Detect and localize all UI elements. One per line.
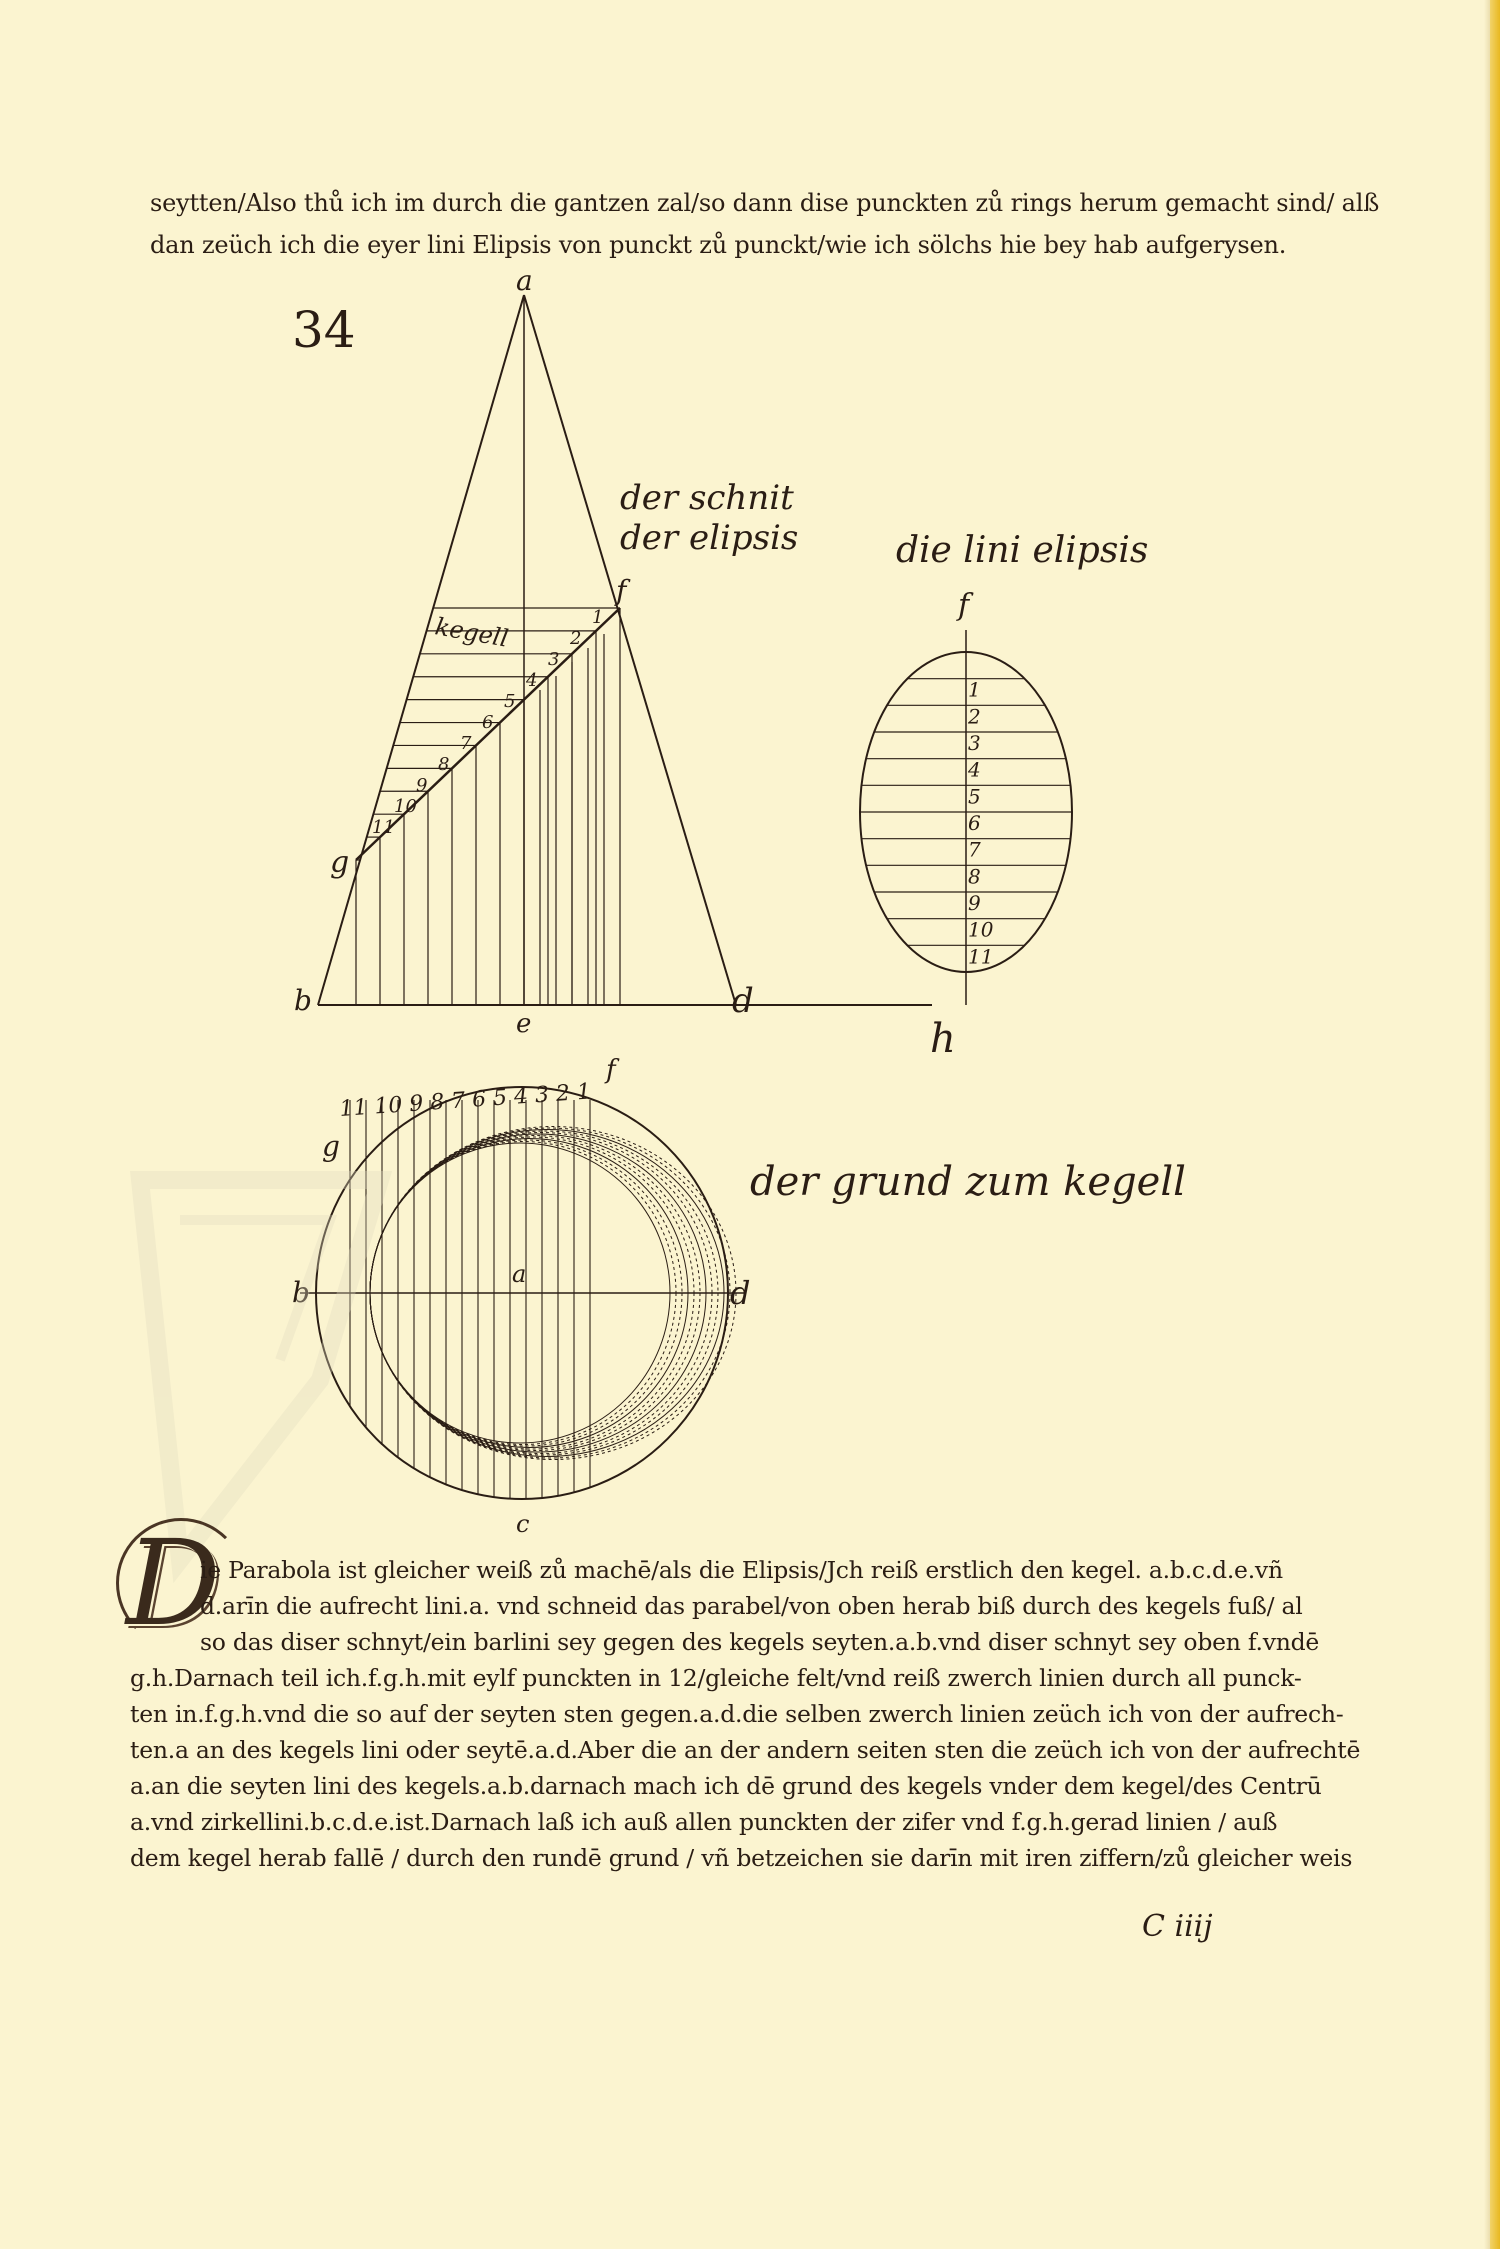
body-text-line-9: dem kegel herab fallē / durch den rundē grund / vñ betzeichen sie darīn mit iren ziffern/zů gleicher weis xyxy=(130,1844,1353,1872)
body-text-line-5: ten in.f.g.h.vnd die so auf der seyten sten gegen.a.d.die selben zwerch linien zeüch ich von der aufrech- xyxy=(130,1700,1344,1728)
signature-mark: C iiij xyxy=(1142,1909,1213,1944)
ellipse-number: 7 xyxy=(968,837,981,862)
ellipse-number: 1 xyxy=(968,677,981,702)
body-text-line-3: so das diser schnyt/ein barlini sey gegen des kegels seyten.a.b.vnd diser schnyt sey oben f.vndē xyxy=(200,1628,1320,1656)
cone-number: 7 xyxy=(460,733,472,754)
header-text-line-1: seytten/Also thů ich im durch die gantzen zal/so dann dise punckten zů rings herum gemacht sind/ alß xyxy=(150,189,1380,217)
cone-number: 6 xyxy=(482,712,494,733)
label-base-numbers: 11 10 9 8 7 6 5 4 3 2 1 xyxy=(338,1079,592,1122)
label-e: e xyxy=(516,1009,532,1039)
label-f-base: f xyxy=(606,1055,616,1085)
label-b: b xyxy=(294,984,312,1017)
cone-number: 10 xyxy=(394,796,417,817)
cone-number: 8 xyxy=(438,754,450,775)
ellipse-number: 4 xyxy=(968,757,981,782)
ellipse-figure xyxy=(860,630,1072,1005)
label-f-cone: f xyxy=(616,574,627,607)
ellipse-number: 5 xyxy=(968,784,981,809)
body-text-line-2: d.arīn die aufrecht lini.a. vnd schneid das parabel/von oben herab biß durch des kegels fuß/ al xyxy=(200,1592,1303,1620)
body-text-line-6: ten.a an des kegels lini oder seytē.a.d.Aber die an der andern seiten sten die zeüch ich von der aufrechtē xyxy=(130,1736,1361,1764)
caption-ellipse-line: die lini elipsis xyxy=(896,530,1149,571)
ellipse-number: 10 xyxy=(968,917,994,942)
cone-number: 5 xyxy=(504,691,516,712)
cone-number: 11 xyxy=(372,817,395,838)
header-text-line-2: dan zeüch ich die eyer lini Elipsis von punckt zů punckt/wie ich sölchs hie bey hab aufgerysen. xyxy=(150,231,1287,259)
cone-number: 4 xyxy=(526,670,538,691)
body-text-line-7: a.an die seyten lini des kegels.a.b.darnach mach ich dē grund des kegels vnder dem kegel/des Centrū xyxy=(130,1772,1322,1800)
ellipse-number: 11 xyxy=(968,944,994,969)
cone-number: 1 xyxy=(592,607,604,628)
label-d-base: d xyxy=(730,1274,751,1312)
label-kegell: kegell xyxy=(432,612,511,653)
ellipse-number: 3 xyxy=(968,731,981,755)
label-g-base: g xyxy=(322,1130,340,1163)
drop-cap-letter: D xyxy=(126,1514,221,1652)
ellipse-number: 8 xyxy=(968,864,981,889)
ellipse-number: 6 xyxy=(968,811,981,835)
caption-base-of-cone: der grund zum kegell xyxy=(750,1159,1186,1205)
label-d: d xyxy=(732,981,754,1021)
cone-number: 3 xyxy=(548,649,560,670)
ellipse-number: 9 xyxy=(968,891,981,915)
label-h-ellipse: h xyxy=(930,1016,956,1062)
cone-number: 9 xyxy=(416,775,428,796)
cone-number: 2 xyxy=(570,628,582,649)
body-text-line-1: ie Parabola ist gleicher weiß zů machē/als die Elipsis/Jch reiß erstlich den kegel. a.b.c.d.e.vñ xyxy=(200,1556,1283,1584)
figure-number: 34 xyxy=(292,301,356,359)
label-b-base: b xyxy=(292,1276,310,1309)
caption-cone-section: der schnit der elipsis xyxy=(620,478,799,558)
label-g-cone: g xyxy=(330,845,350,880)
ellipse-number-labels xyxy=(967,678,994,969)
body-text-line-8: a.vnd zirkellini.b.c.d.e.ist.Darnach laß ich auß allen punckten der zifer vnd f.g.h.gerad linien / auß xyxy=(130,1808,1278,1836)
label-f-ellipse: f xyxy=(958,588,970,623)
body-text-line-4: g.h.Darnach teil ich.f.g.h.mit eylf punckten in 12/gleiche felt/vnd reiß zwerch linien durch all punck- xyxy=(130,1664,1302,1692)
label-apex: a xyxy=(516,264,533,297)
label-c-base: c xyxy=(516,1510,530,1538)
label-center-a: a xyxy=(512,1260,527,1288)
ellipse-number: 2 xyxy=(968,704,981,729)
